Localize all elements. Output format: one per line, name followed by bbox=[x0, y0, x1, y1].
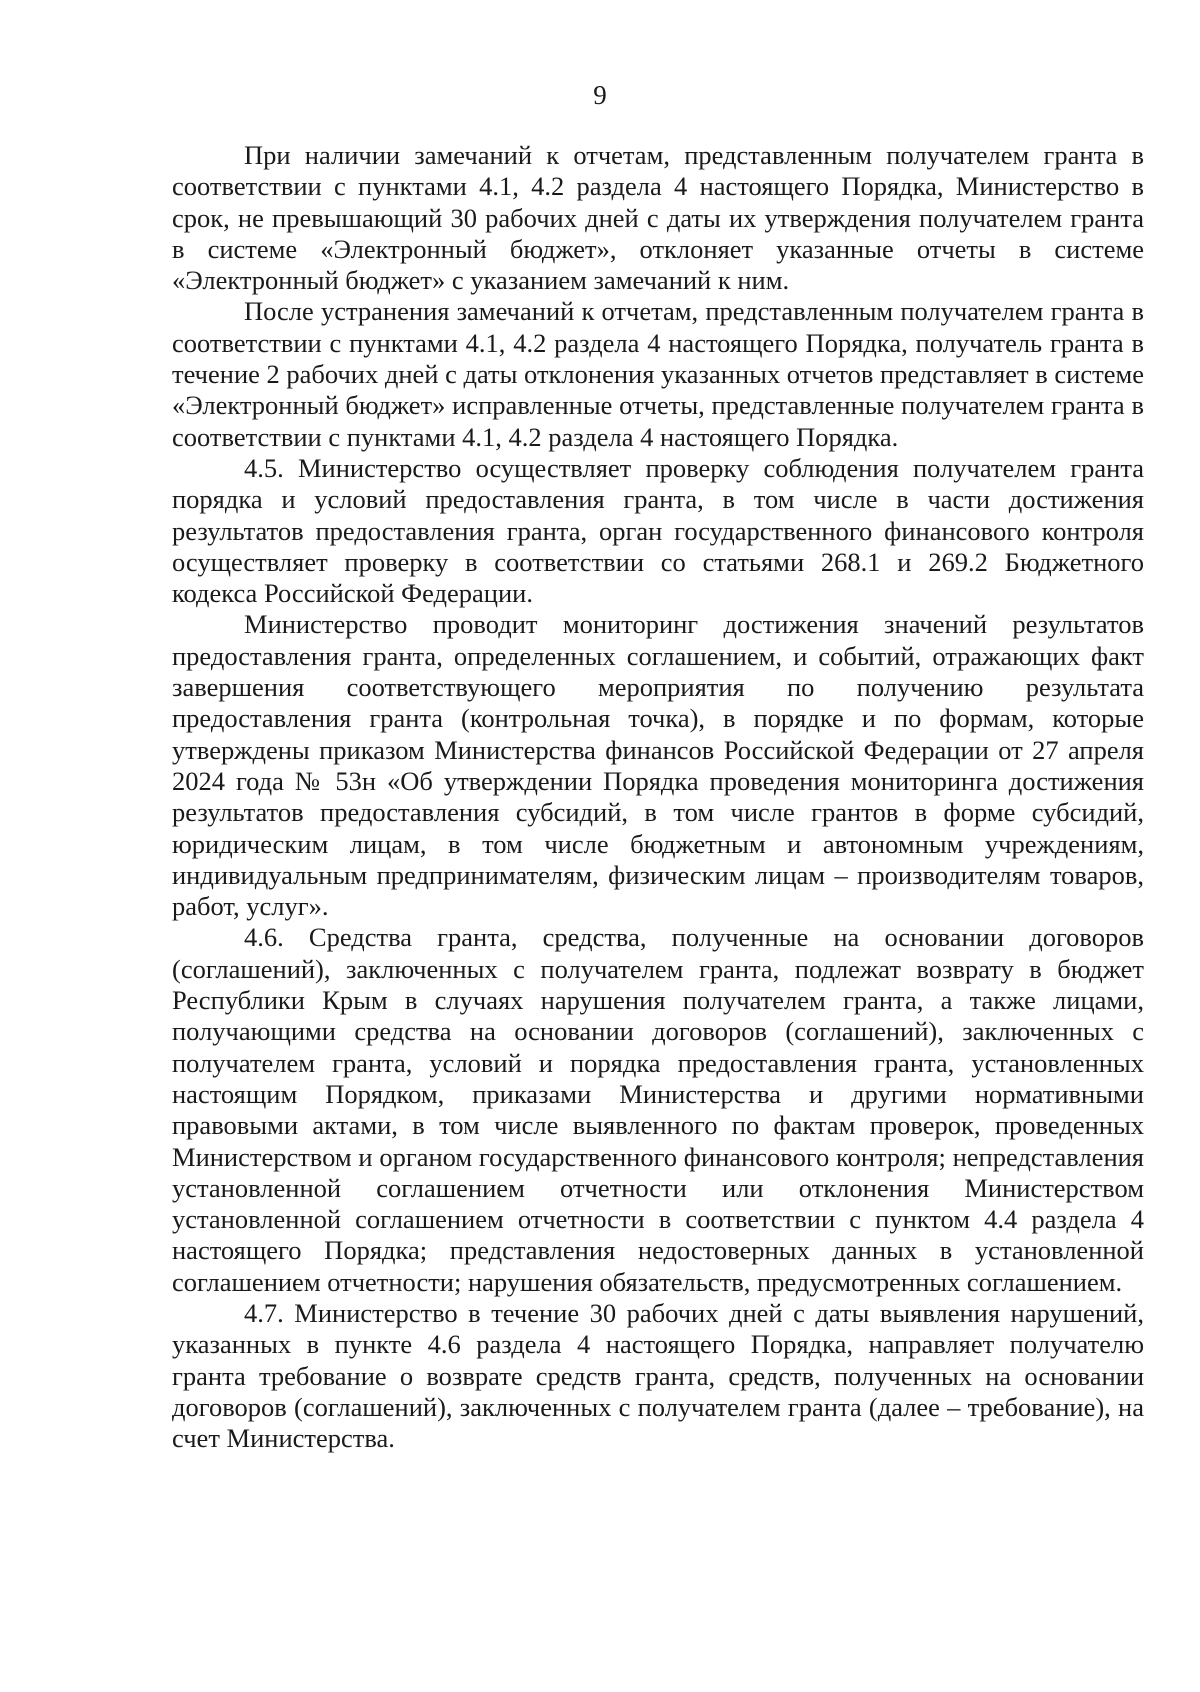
paragraph-4-6: 4.6. Средства гранта, средства, полученные на основании договоров (соглашений), заключенных с получателем гранта, подлежат возврату в бюджет Республики Крым в случаях нарушения получателем гранта, а также лицами, получающими средства на основании договоров (соглашений), заключенных с получателем гранта, условий и порядка предоставления гранта, установленных настоящим Порядком, приказами Министерства и другими нормативными правовыми актами, в том числе выявленного по фактам проверок, проведенных Министерством и органом государственного финансового контроля; непредставления установленной соглашением отчетности или отклонения Министерством установленной соглашением отчетности в соответствии с пунктом 4.4 раздела 4 настоящего Порядка; представления недостоверных данных в установленной соглашением отчетности; нарушения обязательств, предусмотренных соглашением. bbox=[172, 922, 1144, 1297]
page-number: 9 bbox=[593, 80, 607, 110]
paragraph-4-5: 4.5. Министерство осуществляет проверку соблюдения получателем гранта порядка и условий предоставления гранта, в том числе в части достижения результатов предоставления гранта, орган государственного финансового контроля осуществляет проверку в соответствии со статьями 268.1 и 269.2 Бюджетного кодекса Российской Федерации. bbox=[172, 452, 1144, 609]
paragraph-monitoring: Министерство проводит мониторинг достижения значений результатов предоставления гранта, определенных соглашением, и событий, отражающих факт завершения соответствующего мероприятия по получению результата предоставления гранта (контрольная точка), в порядке и по формам, которые утверждены приказом Министерства финансов Российской Федерации от 27 апреля 2024 года № 53н «Об утверждении Порядка проведения мониторинга достижения результатов предоставления субсидий, в том числе грантов в форме субсидий, юридическим лицам, в том числе бюджетным и автономным учреждениям, индивидуальным предпринимателям, физическим лицам – производителям товаров, работ, услуг». bbox=[172, 609, 1144, 922]
paragraph-corrected-reports: После устранения замечаний к отчетам, представленным получателем гранта в соответствии с пунктами 4.1, 4.2 раздела 4 настоящего Порядка, получатель гранта в течение 2 рабочих дней с даты отклонения указанных отчетов представляет в системе «Электронный бюджет» исправленные отчеты, представленные получателем гранта в соответствии с пунктами 4.1, 4.2 раздела 4 настоящего Порядка. bbox=[172, 296, 1144, 452]
paragraph-4-7: 4.7. Министерство в течение 30 рабочих дней с даты выявления нарушений, указанных в пункте 4.6 раздела 4 настоящего Порядка, направляет получателю гранта требование о возврате средств гранта, средств, полученных на основании договоров (соглашений), заключенных с получателем гранта (далее – требование), на счет Министерства. bbox=[172, 1297, 1144, 1454]
paragraph-remarks-on-reports: При наличии замечаний к отчетам, представленным получателем гранта в соответствии с пунктами 4.1, 4.2 раздела 4 настоящего Порядка, Министерство в срок, не превышающий 30 рабочих дней с даты их утверждения получателем гранта в системе «Электронный бюджет», отклоняет указанные отчеты в системе «Электронный бюджет» с указанием замечаний к ним. bbox=[172, 140, 1144, 296]
document-body bbox=[172, 140, 1144, 1454]
